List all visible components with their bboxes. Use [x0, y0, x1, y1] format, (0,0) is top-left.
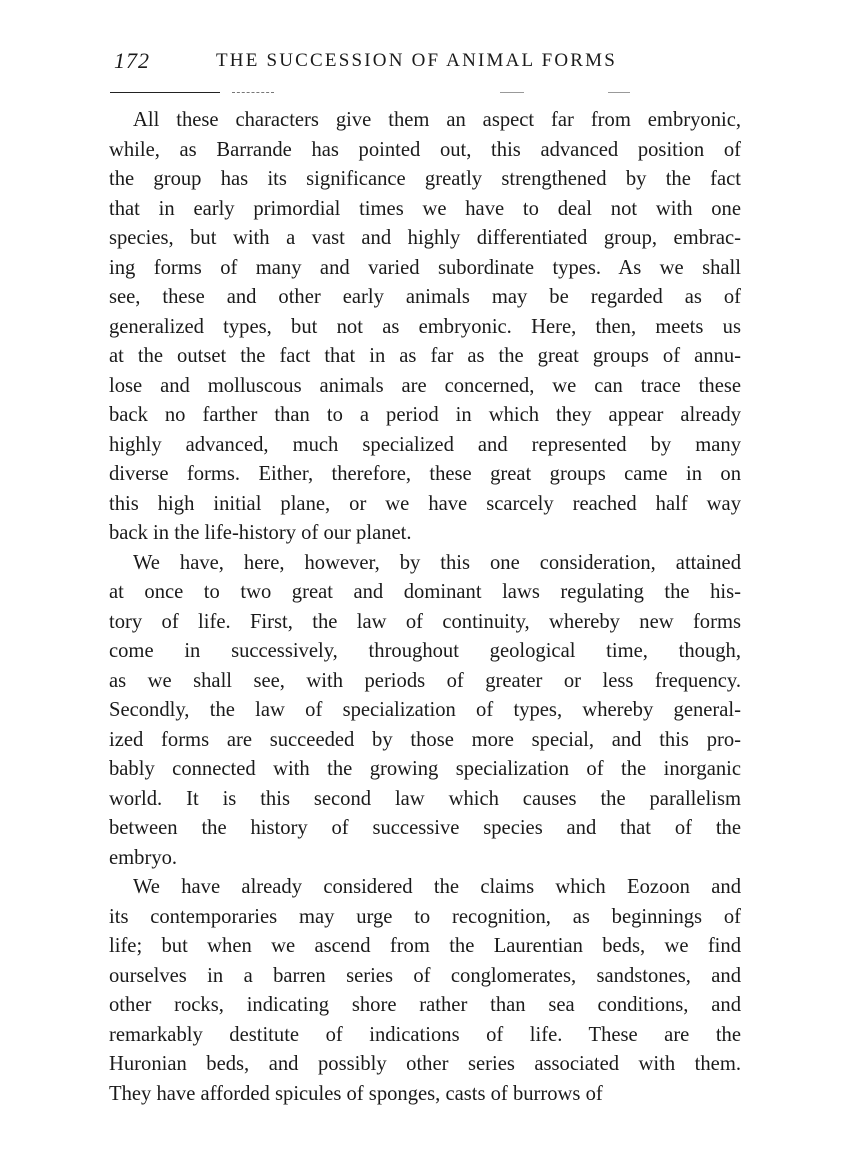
text-line: bably connected with the growing specialization of the inorganic [109, 758, 741, 780]
text-line: ized forms are succeeded by those more special, and this pro- [109, 728, 741, 751]
text-line: They have afforded spicules of sponges, casts of burrows of [109, 1082, 603, 1105]
header-rule-fragment [608, 92, 630, 93]
text-line: diverse forms. Either, therefore, these great groups came in on [109, 463, 741, 485]
text-line: Secondly, the law of specialization of types, whereby general- [109, 699, 741, 721]
text-line: remarkably destitute of indications of life. These are the [109, 1023, 741, 1046]
text-line: life; but when we ascend from the Laurentian beds, we find [109, 935, 741, 957]
text-line: generalized types, but not as embryonic. Here, then, meets us [109, 315, 741, 338]
text-line: world. It is this second law which causes the parallelism [109, 787, 741, 810]
text-line: the group has its significance greatly strengthened by the fact [109, 168, 741, 190]
text-line: We have already considered the claims which Eozoon and [133, 876, 741, 898]
text-line: between the history of successive species and that of the [109, 817, 741, 839]
header-rule-fragment [500, 92, 524, 93]
text-line: lose and molluscous animals are concerned, we can trace these [109, 374, 741, 397]
text-line: at the outset the fact that in as far as the great groups of annu- [109, 345, 741, 367]
text-line: highly advanced, much specialized and represented by many [109, 433, 741, 456]
body-text [109, 106, 741, 1109]
text-line: at once to two great and dominant laws regulating the his- [109, 581, 741, 603]
text-line: other rocks, indicating shore rather than sea conditions, and [109, 994, 741, 1016]
text-line: We have, here, however, by this one consideration, attained [133, 551, 741, 574]
header-rule-fragment [232, 92, 274, 93]
text-line: this high initial plane, or we have scarcely reached half way [109, 492, 741, 515]
text-line: as we shall see, with periods of greater or less frequency. [109, 669, 741, 692]
text-line: while, as Barrande has pointed out, this advanced position of [109, 138, 741, 161]
text-line: back no farther than to a period in which they appear already [109, 404, 741, 426]
text-line: ing forms of many and varied subordinate types. As we shall [109, 256, 741, 279]
page-header [108, 48, 742, 78]
text-line: species, but with a vast and highly differentiated group, embrac- [109, 227, 741, 249]
text-line: its contemporaries may urge to recognition, as beginnings of [109, 905, 741, 928]
header-rule [110, 92, 220, 93]
text-line: that in early primordial times we have to deal not with one [109, 197, 741, 220]
text-line: All these characters give them an aspect far from embryonic, [133, 109, 741, 131]
text-line: see, these and other early animals may be regarded as of [109, 286, 741, 308]
running-title: THE SUCCESSION OF ANIMAL FORMS [216, 50, 618, 71]
text-line: embryo. [109, 846, 178, 869]
text-line: tory of life. First, the law of continuity, whereby new forms [109, 610, 741, 633]
page-number: 172 [114, 48, 150, 73]
text-line: back in the life-history of our planet. [109, 522, 412, 544]
text-line: come in successively, throughout geological time, though, [109, 640, 741, 662]
text-line: ourselves in a barren series of conglomerates, sandstones, and [109, 964, 741, 987]
text-line: Huronian beds, and possibly other series associated with them. [109, 1053, 741, 1075]
